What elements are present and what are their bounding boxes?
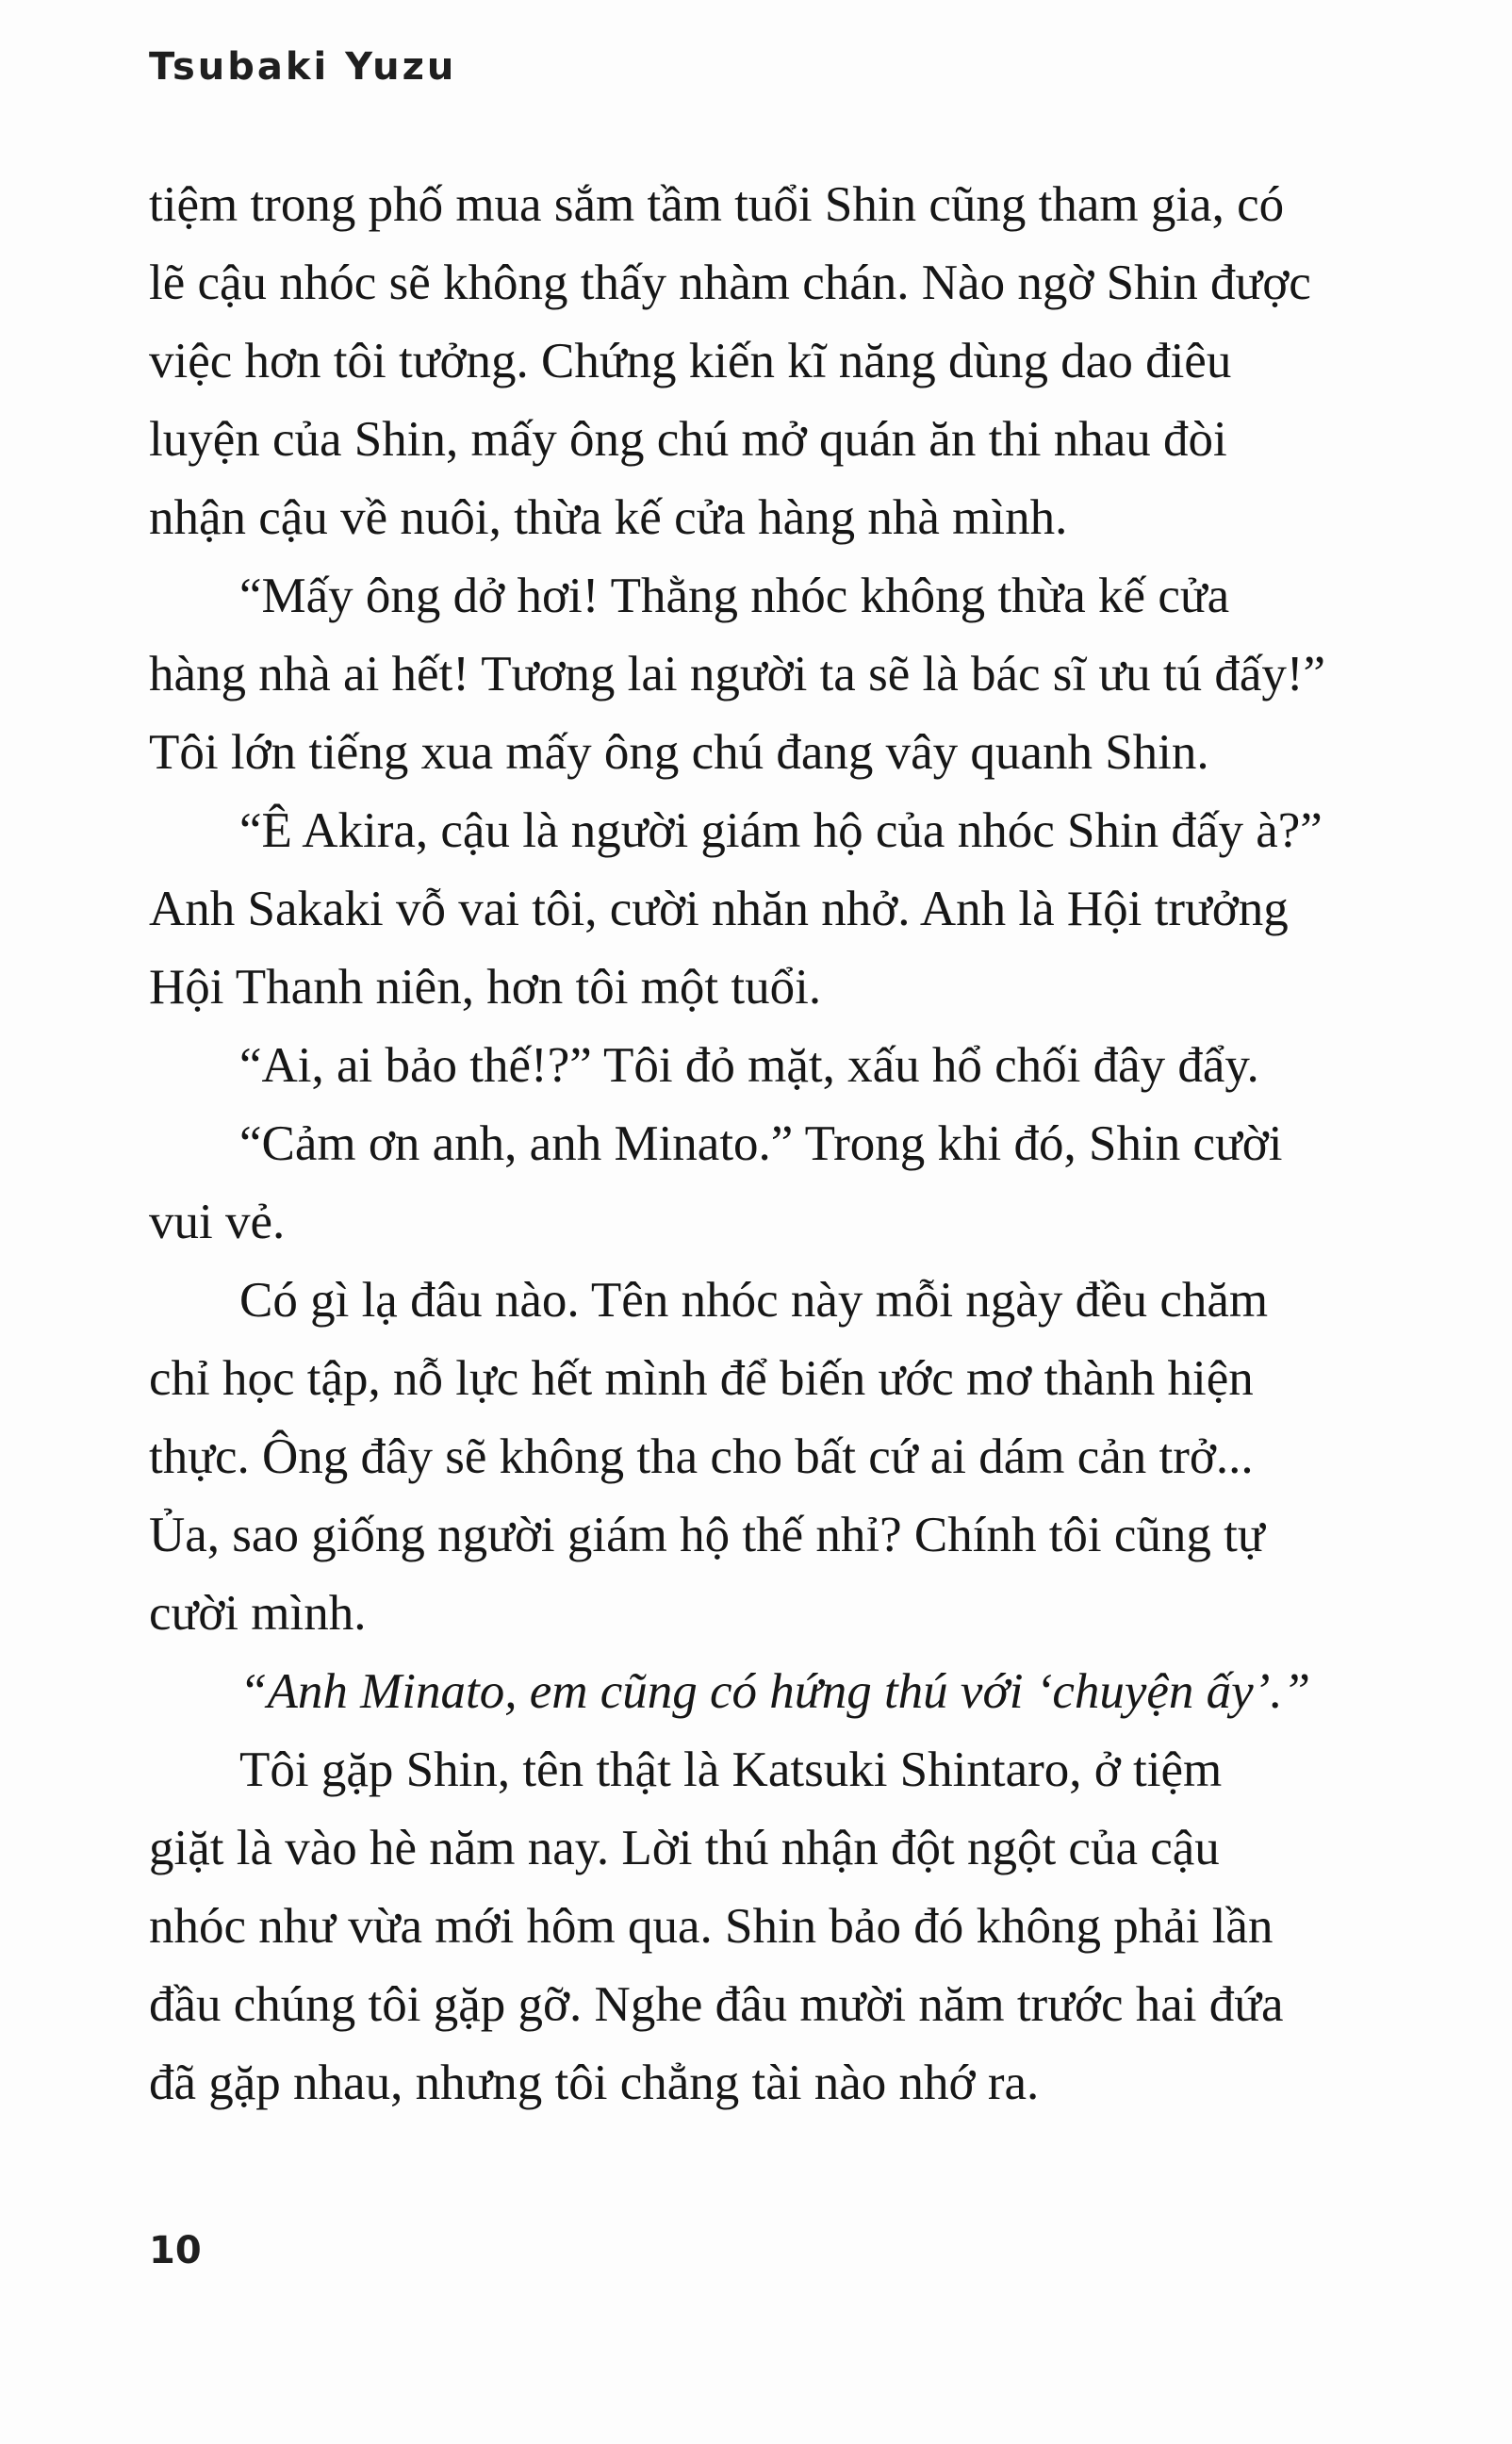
text-line: “Ê Akira, cậu là người giám hộ của nhóc Shin đấy à?”	[239, 803, 1323, 858]
text-line: “Ai, ai bảo thế!?” Tôi đỏ mặt, xấu hổ chối đây đẩy.	[239, 1038, 1259, 1093]
text-line: Có gì lạ đâu nào. Tên nhóc này mỗi ngày đều chăm	[239, 1273, 1269, 1328]
text-line: Hội Thanh niên, hơn tôi một tuổi.	[149, 960, 822, 1015]
text-line: hàng nhà ai hết! Tương lai người ta sẽ là bác sĩ ưu tú đấy!”	[149, 647, 1326, 702]
text-line: cười mình.	[149, 1586, 367, 1641]
text-line-italic: “Anh Minato, em cũng có hứng thú với ‘chuyện ấy’.”	[239, 1664, 1311, 1719]
body-text	[149, 166, 1469, 2122]
text-line: “Mấy ông dở hơi! Thằng nhóc không thừa kế cửa	[239, 569, 1230, 623]
text-line: lẽ cậu nhóc sẽ không thấy nhàm chán. Nào ngờ Shin được	[149, 256, 1311, 310]
text-line: luyện của Shin, mấy ông chú mở quán ăn thi nhau đòi	[149, 412, 1227, 467]
text-line: đầu chúng tôi gặp gỡ. Nghe đâu mười năm trước hai đứa	[149, 1977, 1284, 2032]
text-line: Tôi lớn tiếng xua mấy ông chú đang vây quanh Shin.	[149, 725, 1209, 780]
text-line: giặt là vào hè năm nay. Lời thú nhận đột ngột của cậu	[149, 1821, 1220, 1875]
text-line: nhận cậu về nuôi, thừa kế cửa hàng nhà mình.	[149, 490, 1068, 545]
text-line: “Cảm ơn anh, anh Minato.” Trong khi đó, Shin cười	[239, 1116, 1283, 1171]
text-line: tiệm trong phố mua sắm tầm tuổi Shin cũng tham gia, có	[149, 177, 1285, 232]
text-line: chỉ học tập, nỗ lực hết mình để biến ước mơ thành hiện	[149, 1351, 1254, 1406]
text-line: nhóc như vừa mới hôm qua. Shin bảo đó không phải lần	[149, 1899, 1274, 1954]
text-line: thực. Ông đây sẽ không tha cho bất cứ ai dám cản trở...	[149, 1429, 1254, 1484]
page-number: 10	[149, 2229, 202, 2272]
text-line: Ủa, sao giống người giám hộ thế nhỉ? Chính tôi cũng tự	[149, 1508, 1265, 1562]
text-line: đã gặp nhau, nhưng tôi chẳng tài nào nhớ ra.	[149, 2056, 1040, 2110]
running-head-author: Tsubaki Yuzu	[149, 45, 457, 89]
text-line: Anh Sakaki vỗ vai tôi, cười nhăn nhở. Anh là Hội trưởng	[149, 882, 1289, 936]
text-line: việc hơn tôi tưởng. Chứng kiến kĩ năng dùng dao điêu	[149, 334, 1232, 388]
text-line: vui vẻ.	[149, 1195, 286, 1249]
text-line: Tôi gặp Shin, tên thật là Katsuki Shintaro, ở tiệm	[239, 1742, 1223, 1797]
